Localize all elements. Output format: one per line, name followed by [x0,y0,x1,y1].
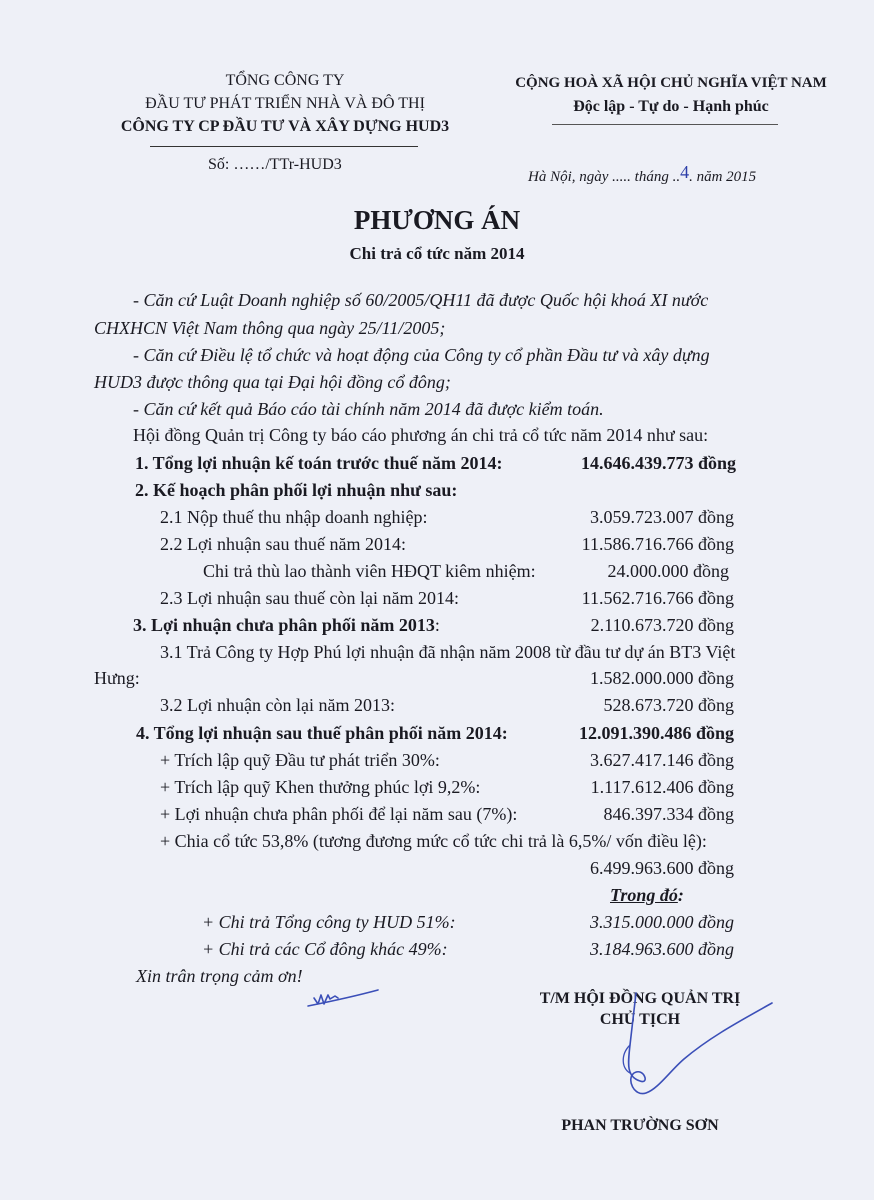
in-which-colon: : [677,885,684,905]
section-4-f-label: + Chi trả các Cổ đông khác 49%: [202,939,448,959]
document-subtitle: Chi trả cổ tức năm 2014 [349,244,525,263]
date-prefix: Hà Nội, ngày ..... tháng .. [528,169,681,185]
section-4-b-value: 1.117.612.406 đồng [590,777,734,797]
section-4-label: 4. Tổng lợi nhuận sau thuế phân phối năm 2014: [136,723,508,743]
header-country-name: CỘNG HOÀ XÃ HỘI CHỦ NGHĨA VIỆT NAM [515,75,827,91]
preamble-line-2: CHXHCN Việt Nam thông qua ngày 25/11/2005; [94,318,446,338]
header-motto: Độc lập - Tự do - Hạnh phúc [573,98,769,115]
header-org-line2: ĐẦU TƯ PHÁT TRIỂN NHÀ VÀ ĐÔ THỊ [145,95,425,112]
date-month: 4 [680,162,690,182]
section-2-2-value: 11.586.716.766 đồng [581,534,734,554]
section-2-3-label: 2.3 Lợi nhuận sau thuế còn lại năm 2014: [160,588,459,608]
section-4-f-value: 3.184.963.600 đồng [590,939,734,959]
preamble-line-3: - Căn cứ Điều lệ tổ chức và hoạt động của Công ty cổ phần Đầu tư và xây dựng [133,345,710,365]
section-2-1-value: 3.059.723.007 đồng [590,507,734,527]
section-3-colon: : [434,615,440,635]
section-1-label: 1. Tổng lợi nhuận kế toán trước thuế năm 2014: [135,453,503,473]
section-2-label: 2. Kế hoạch phân phối lợi nhuận như sau: [135,480,458,500]
date-suffix: . năm 2015 [689,169,757,185]
header-company-name: CÔNG TY CP ĐẦU TƯ VÀ XÂY DỰNG HUD3 [120,118,450,135]
preamble-line-1: - Căn cứ Luật Doanh nghiệp số 60/2005/QH11 đã được Quốc hội khoá XI nước [133,290,709,310]
section-4-e-label: + Chi trả Tổng công ty HUD 51%: [202,912,456,932]
signature-role: T/M HỘI ĐỒNG QUẢN TRỊ [539,990,741,1007]
document-date [528,162,757,186]
section-3-1-value: 1.582.000.000 đồng [590,668,734,688]
section-2-2a-value: 24.000.000 đồng [607,561,729,581]
header-left-rule [150,146,418,147]
in-which-label: Trong đó [610,885,678,905]
section-3-title: 3. Lợi nhuận chưa phân phối năm 2013 [133,615,435,635]
section-4-e-value: 3.315.000.000 đồng [590,912,734,932]
preamble-line-5: - Căn cứ kết quả Báo cáo tài chính năm 2014 đã được kiểm toán. [133,399,604,419]
signer-name: PHAN TRƯỜNG SƠN [561,1117,719,1134]
section-3-2-value: 528.673.720 đồng [603,695,734,715]
section-3-value: 2.110.673.720 đồng [590,615,734,635]
in-which-heading [610,885,684,906]
header-org-line1: TỔNG CÔNG TY [225,72,345,89]
preamble-line-4: HUD3 được thông qua tại Đại hội đồng cổ đông; [94,372,451,392]
section-3-2-label: 3.2 Lợi nhuận còn lại năm 2013: [160,695,395,715]
section-2-2a-label: Chi trả thù lao thành viên HĐQT kiêm nhiệm: [203,561,536,581]
document-title: PHƯƠNG ÁN [353,205,521,235]
intro-paragraph: Hội đồng Quản trị Công ty báo cáo phương án chi trả cổ tức năm 2014 như sau: [133,425,709,445]
section-4-a-value: 3.627.417.146 đồng [590,750,734,770]
section-4-d-value: 6.499.963.600 đồng [590,858,734,878]
section-3-1-label: 3.1 Trả Công ty Hợp Phú lợi nhuận đã nhận năm 2008 từ đầu tư dự án BT3 Việt [160,642,736,662]
section-4-a-label: + Trích lập quỹ Đầu tư phát triển 30%: [160,750,440,770]
section-3-1-label-cont: Hưng: [94,668,140,688]
closing-text: Xin trân trọng cảm ơn! [136,966,303,986]
section-4-c-label: + Lợi nhuận chưa phân phối để lại năm sau (7%): [160,804,518,824]
section-4-value: 12.091.390.486 đồng [578,723,734,743]
section-2-3-value: 11.562.716.766 đồng [581,588,734,608]
section-4-d-label: + Chia cổ tức 53,8% (tương đương mức cổ tức chi trả là 6,5%/ vốn điều lệ): [160,831,707,851]
handwritten-signature [600,985,820,1135]
header-right-rule [552,124,778,125]
initials-mark [300,984,390,1014]
section-4-b-label: + Trích lập quỹ Khen thưởng phúc lợi 9,2%: [160,777,481,797]
signature-title: CHỦ TỊCH [599,1011,681,1028]
document-number: Số: ……/TTr-HUD3 [208,156,342,173]
section-2-2-label: 2.2 Lợi nhuận sau thuế năm 2014: [160,534,406,554]
section-1-value: 14.646.439.773 đồng [580,453,736,473]
section-3-label [133,615,440,636]
section-2-1-label: 2.1 Nộp thuế thu nhập doanh nghiệp: [160,507,428,527]
section-4-c-value: 846.397.334 đồng [603,804,734,824]
